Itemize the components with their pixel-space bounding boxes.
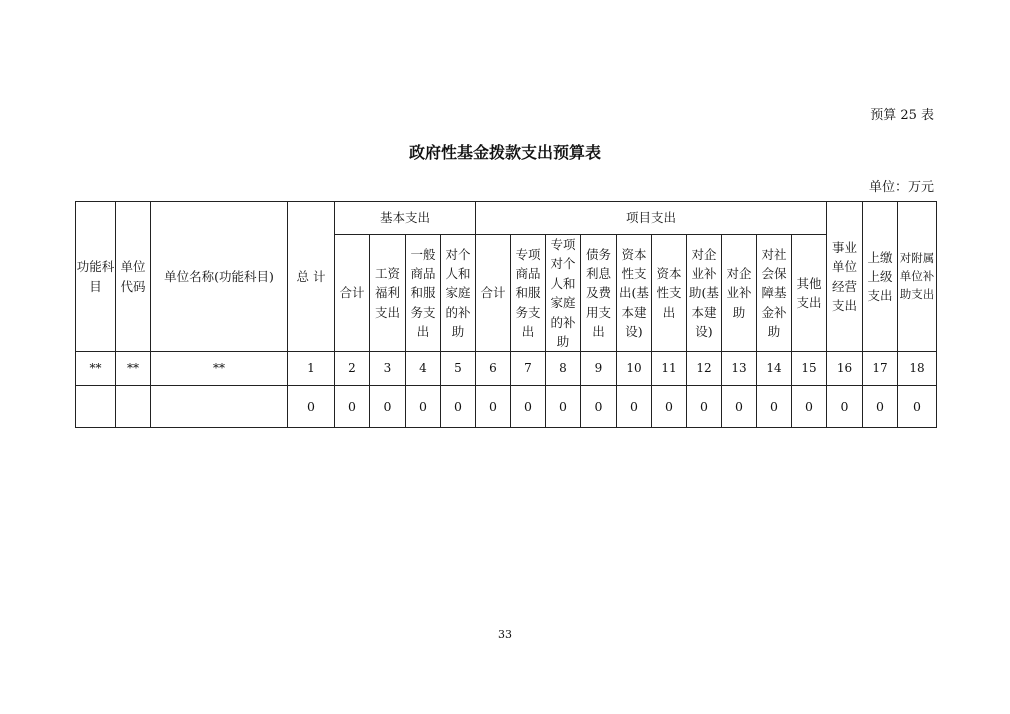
subheader-project-9: 其他 支出	[792, 235, 827, 352]
header-total: 总 计	[288, 202, 335, 352]
index-cell-11: 9	[581, 352, 617, 386]
subheader-project-6: 对企 业补 助(基 本建 设)	[687, 235, 722, 352]
data-cell-7: 0	[441, 386, 476, 428]
data-cell-18: 0	[827, 386, 863, 428]
table-number-label: 预算 25 表	[870, 108, 934, 123]
data-cell-13: 0	[652, 386, 687, 428]
data-cell-5: 0	[370, 386, 406, 428]
index-cell-19: 17	[863, 352, 898, 386]
index-cell-18: 16	[827, 352, 863, 386]
data-cell-19: 0	[863, 386, 898, 428]
page-number: 33	[498, 628, 512, 641]
header-function-code: 功能科 目	[76, 202, 116, 352]
index-cell-15: 13	[722, 352, 757, 386]
subheader-project-0: 合计	[476, 235, 511, 352]
index-cell-13: 11	[652, 352, 687, 386]
data-cell-17: 0	[792, 386, 827, 428]
header-unit-name: 单位名称(功能科目)	[151, 202, 288, 352]
index-cell-12: 10	[617, 352, 652, 386]
data-cell-11: 0	[581, 386, 617, 428]
subheader-project-4: 资本 性支 出(基 本建 设)	[617, 235, 652, 352]
subheader-basic-2: 一般 商品 和服 务支 出	[406, 235, 441, 352]
header-group-basic: 基本支出	[335, 202, 476, 235]
data-cell-2	[151, 386, 288, 428]
index-cell-17: 15	[792, 352, 827, 386]
index-cell-8: 6	[476, 352, 511, 386]
data-cell-1	[116, 386, 151, 428]
data-cell-3: 0	[288, 386, 335, 428]
index-cell-14: 12	[687, 352, 722, 386]
index-cell-7: 5	[441, 352, 476, 386]
data-cell-14: 0	[687, 386, 722, 428]
index-cell-2: **	[151, 352, 288, 386]
data-cell-16: 0	[757, 386, 792, 428]
data-cell-15: 0	[722, 386, 757, 428]
index-cell-4: 2	[335, 352, 370, 386]
subheader-project-5: 资本 性支 出	[652, 235, 687, 352]
data-cell-6: 0	[406, 386, 441, 428]
header-business-expense: 事业 单位 经营 支出	[827, 202, 863, 352]
data-cell-12: 0	[617, 386, 652, 428]
data-cell-0	[76, 386, 116, 428]
header-group-project: 项目支出	[476, 202, 827, 235]
data-cell-20: 0	[898, 386, 937, 428]
data-cell-8: 0	[476, 386, 511, 428]
index-cell-0: **	[76, 352, 116, 386]
index-cell-6: 4	[406, 352, 441, 386]
subheader-project-7: 对企 业补 助	[722, 235, 757, 352]
subheader-project-2: 专项 对个 人和 家庭 的补 助	[546, 235, 581, 352]
header-superior-payment: 上缴 上级 支出	[863, 202, 898, 352]
subheader-project-8: 对社 会保 障基 金补 助	[757, 235, 792, 352]
data-cell-4: 0	[335, 386, 370, 428]
subheader-project-1: 专项 商品 和服 务支 出	[511, 235, 546, 352]
subheader-project-3: 债务 利息 及费 用支 出	[581, 235, 617, 352]
document-title: 政府性基金拨款支出预算表	[408, 143, 601, 162]
index-cell-10: 8	[546, 352, 581, 386]
index-cell-5: 3	[370, 352, 406, 386]
index-cell-9: 7	[511, 352, 546, 386]
data-row	[76, 386, 937, 428]
index-cell-20: 18	[898, 352, 937, 386]
subheader-basic-3: 对个 人和 家庭 的补 助	[441, 235, 476, 352]
data-cell-9: 0	[511, 386, 546, 428]
header-unit-code: 单位 代码	[116, 202, 151, 352]
unit-label: 单位：万元	[868, 180, 934, 195]
budget-table	[75, 201, 937, 428]
header-subsidiary-subsidy: 对附属 单位补 助支出	[898, 202, 937, 352]
index-cell-16: 14	[757, 352, 792, 386]
index-cell-3: 1	[288, 352, 335, 386]
data-cell-10: 0	[546, 386, 581, 428]
subheader-basic-0: 合计	[335, 235, 370, 352]
subheader-basic-1: 工资 福利 支出	[370, 235, 406, 352]
column-index-row	[76, 352, 937, 386]
index-cell-1: **	[116, 352, 151, 386]
